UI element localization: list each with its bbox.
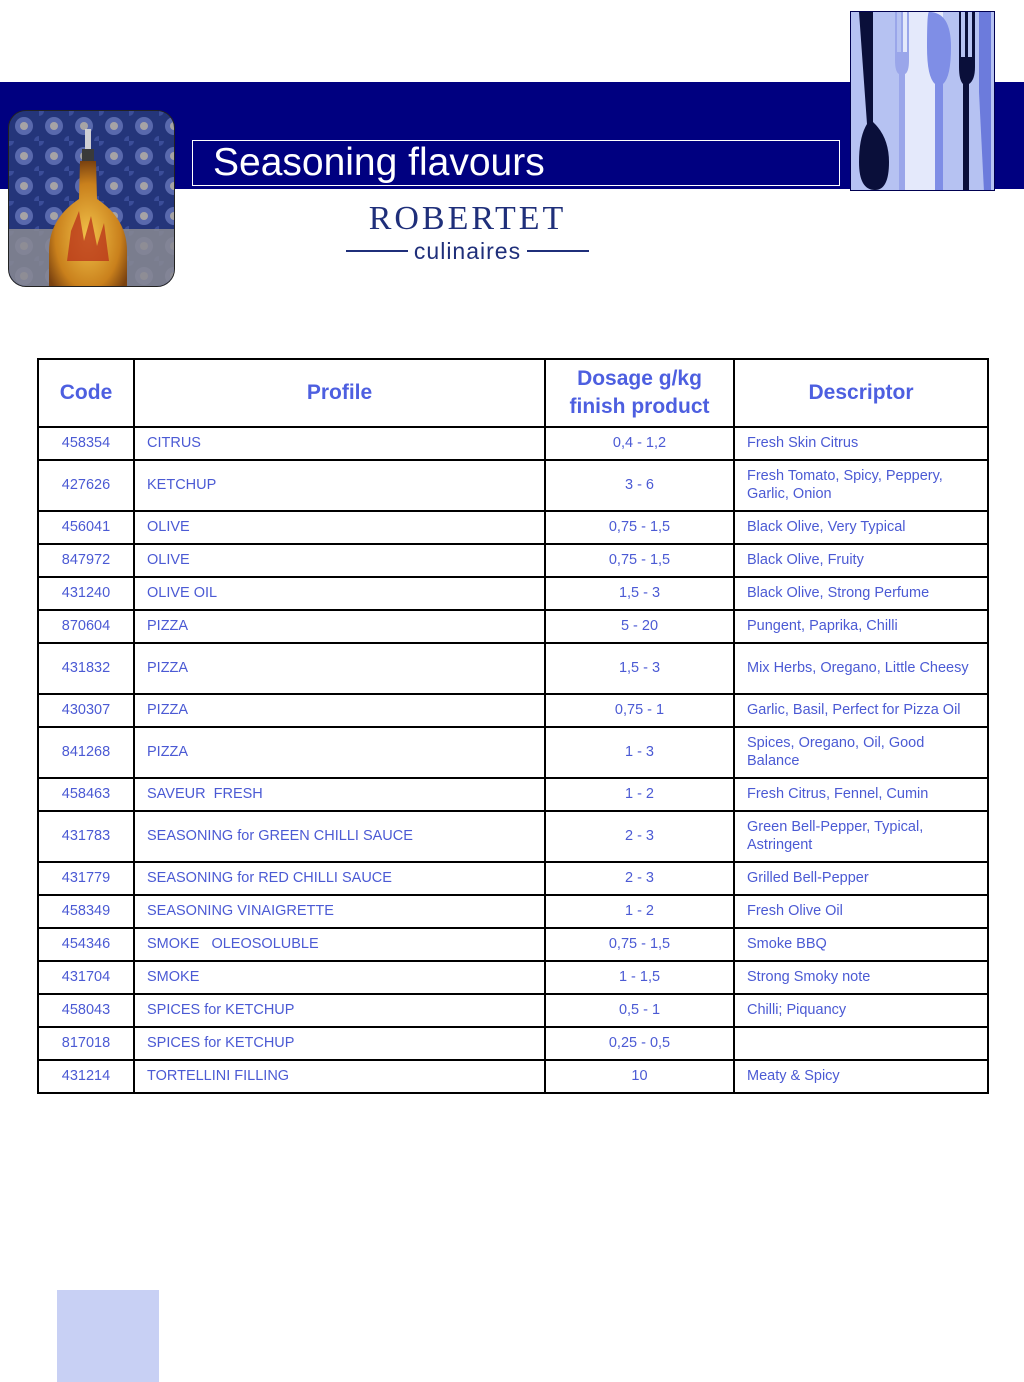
cell-profile: OLIVE OIL xyxy=(134,577,545,610)
cell-code: 841268 xyxy=(38,727,134,778)
cell-profile: SPICES for KETCHUP xyxy=(134,1027,545,1060)
cell-descriptor: Meaty & Spicy xyxy=(734,1060,988,1093)
cell-profile: SAVEUR FRESH xyxy=(134,778,545,811)
cell-code: 431783 xyxy=(38,811,134,862)
cell-descriptor: Mix Herbs, Oregano, Little Cheesy xyxy=(734,643,988,694)
cell-dosage: 1 - 2 xyxy=(545,778,734,811)
cell-code: 458349 xyxy=(38,895,134,928)
table-row xyxy=(38,427,988,460)
cell-dosage: 1,5 - 3 xyxy=(545,643,734,694)
table-row xyxy=(38,544,988,577)
cell-descriptor: Pungent, Paprika, Chilli xyxy=(734,610,988,643)
cell-descriptor: Chilli; Piquancy xyxy=(734,994,988,1027)
logo-rule-right xyxy=(527,250,589,252)
cell-dosage: 0,75 - 1,5 xyxy=(545,928,734,961)
cell-dosage: 0,4 - 1,2 xyxy=(545,427,734,460)
table-row xyxy=(38,862,988,895)
column-header-profile: Profile xyxy=(134,359,545,427)
cell-profile: SEASONING VINAIGRETTE xyxy=(134,895,545,928)
cell-profile: SEASONING for RED CHILLI SAUCE xyxy=(134,862,545,895)
page-title: Seasoning flavours xyxy=(213,141,545,184)
cutlery-image xyxy=(851,12,995,191)
table-row xyxy=(38,778,988,811)
cell-code: 431704 xyxy=(38,961,134,994)
seasoning-table xyxy=(37,358,989,1094)
cell-descriptor: Black Olive, Fruity xyxy=(734,544,988,577)
cell-dosage: 1,5 - 3 xyxy=(545,577,734,610)
table-row xyxy=(38,994,988,1027)
table-row xyxy=(38,1060,988,1093)
table-row xyxy=(38,1027,988,1060)
cell-code: 458043 xyxy=(38,994,134,1027)
decorative-square xyxy=(57,1290,159,1382)
cell-dosage: 2 - 3 xyxy=(545,862,734,895)
cell-dosage: 5 - 20 xyxy=(545,610,734,643)
cell-profile: OLIVE xyxy=(134,511,545,544)
cell-descriptor xyxy=(734,1027,988,1060)
cell-profile: CITRUS xyxy=(134,427,545,460)
cell-profile: PIZZA xyxy=(134,727,545,778)
cell-descriptor: Smoke BBQ xyxy=(734,928,988,961)
cell-dosage: 1 - 2 xyxy=(545,895,734,928)
robertet-logo xyxy=(320,200,615,268)
cell-profile: PIZZA xyxy=(134,643,545,694)
table-row xyxy=(38,811,988,862)
cell-profile: SPICES for KETCHUP xyxy=(134,994,545,1027)
cell-profile: OLIVE xyxy=(134,544,545,577)
cell-profile: SEASONING for GREEN CHILLI SAUCE xyxy=(134,811,545,862)
cell-dosage: 0,25 - 0,5 xyxy=(545,1027,734,1060)
cell-descriptor: Black Olive, Very Typical xyxy=(734,511,988,544)
cell-descriptor: Green Bell-Pepper, Typical, Astringent xyxy=(734,811,988,862)
cell-profile: KETCHUP xyxy=(134,460,545,511)
cell-dosage: 3 - 6 xyxy=(545,460,734,511)
table-row xyxy=(38,610,988,643)
table-row xyxy=(38,961,988,994)
cell-dosage: 2 - 3 xyxy=(545,811,734,862)
cell-dosage: 0,75 - 1 xyxy=(545,694,734,727)
logo-main-text: ROBERTET xyxy=(368,200,567,237)
table-row xyxy=(38,577,988,610)
cell-descriptor: Fresh Olive Oil xyxy=(734,895,988,928)
cell-descriptor: Grilled Bell-Pepper xyxy=(734,862,988,895)
cell-profile: SMOKE OLEOSOLUBLE xyxy=(134,928,545,961)
logo-rule-left xyxy=(346,250,408,252)
table-row xyxy=(38,511,988,544)
table-header-row xyxy=(38,359,988,427)
cell-dosage: 10 xyxy=(545,1060,734,1093)
table-row xyxy=(38,928,988,961)
cell-profile: PIZZA xyxy=(134,694,545,727)
cell-code: 454346 xyxy=(38,928,134,961)
table-row xyxy=(38,727,988,778)
logo-sub xyxy=(320,238,615,264)
cell-descriptor: Spices, Oregano, Oil, Good Balance xyxy=(734,727,988,778)
cell-code: 431214 xyxy=(38,1060,134,1093)
cell-code: 870604 xyxy=(38,610,134,643)
cell-dosage: 0,5 - 1 xyxy=(545,994,734,1027)
table-row xyxy=(38,895,988,928)
cell-dosage: 0,75 - 1,5 xyxy=(545,511,734,544)
table-row xyxy=(38,460,988,511)
oil-bottle-image xyxy=(9,111,174,286)
cell-profile: TORTELLINI FILLING xyxy=(134,1060,545,1093)
cell-profile: PIZZA xyxy=(134,610,545,643)
cell-descriptor: Fresh Skin Citrus xyxy=(734,427,988,460)
cell-code: 458463 xyxy=(38,778,134,811)
cell-profile: SMOKE xyxy=(134,961,545,994)
cell-code: 431779 xyxy=(38,862,134,895)
table-row xyxy=(38,643,988,694)
cell-dosage: 0,75 - 1,5 xyxy=(545,544,734,577)
cell-dosage: 1 - 3 xyxy=(545,727,734,778)
cell-code: 431832 xyxy=(38,643,134,694)
column-header-dosage: Dosage g/kg finish product xyxy=(545,359,734,427)
cell-descriptor: Strong Smoky note xyxy=(734,961,988,994)
cell-descriptor: Fresh Tomato, Spicy, Peppery, Garlic, Onion xyxy=(734,460,988,511)
cell-descriptor: Fresh Citrus, Fennel, Cumin xyxy=(734,778,988,811)
cell-dosage: 1 - 1,5 xyxy=(545,961,734,994)
cutlery-illustration xyxy=(850,11,995,191)
cell-code: 431240 xyxy=(38,577,134,610)
column-header-code: Code xyxy=(38,359,134,427)
cell-code: 458354 xyxy=(38,427,134,460)
cell-code: 427626 xyxy=(38,460,134,511)
oil-bottle-photo xyxy=(8,110,175,287)
logo-sub-text: culinaires xyxy=(413,238,522,264)
cell-code: 817018 xyxy=(38,1027,134,1060)
cell-descriptor: Garlic, Basil, Perfect for Pizza Oil xyxy=(734,694,988,727)
cell-code: 456041 xyxy=(38,511,134,544)
cell-code: 847972 xyxy=(38,544,134,577)
table-row xyxy=(38,694,988,727)
cell-code: 430307 xyxy=(38,694,134,727)
cell-descriptor: Black Olive, Strong Perfume xyxy=(734,577,988,610)
column-header-descriptor: Descriptor xyxy=(734,359,988,427)
title-box xyxy=(192,140,840,186)
